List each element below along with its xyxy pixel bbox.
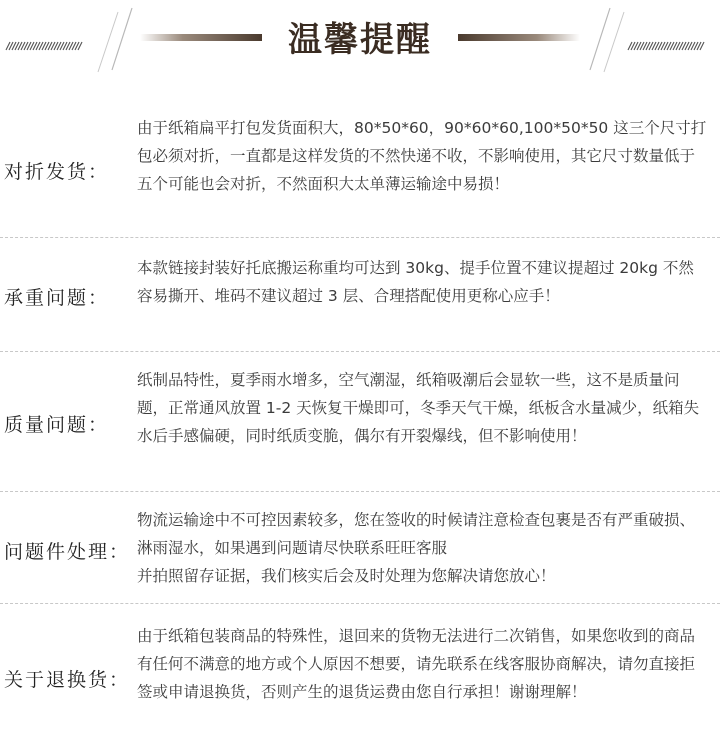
section-fold-shipping: [0, 108, 720, 236]
bottom-crop: [0, 702, 720, 731]
section-label: 承重问题：: [4, 287, 110, 309]
section-label: 问题件处理：: [4, 541, 131, 563]
right-hatch: [628, 42, 704, 50]
section-text: [137, 506, 707, 590]
section-quality: [0, 352, 720, 490]
section-text: 由于纸箱包装商品的特殊性，退回来的货物无法进行二次销售，如果您收到的商品有任何不满意的地方或个人原因不想要，请先联系在线客服协商解决，请勿直接拒签或申请退换货，否则产生的退货运费由您自行承担！谢谢理解！: [137, 627, 696, 701]
section-label: 质量问题：: [4, 414, 110, 436]
section-text: 由于纸箱扁平打包发货面积大，80*50*60，90*60*60,100*50*50 这三个尺寸打包必须对折，一直都是这样发货的不然快递不收，不影响使用，其它尺寸数量低于五个可能也会对折，不然面积大太单薄运输途中易损！: [137, 119, 707, 193]
section-load-bearing: [0, 238, 720, 350]
section-text-main: 物流运输途中不可控因素较多，您在签收的时候请注意检查包裹是否有严重破损、淋雨湿水，如果遇到问题请尽快联系旺旺客服: [137, 511, 696, 557]
left-hatch: [6, 42, 82, 50]
section-problem-parcels: [0, 492, 720, 602]
section-text-extra: 并拍照留存证据，我们核实后会及时处理为您解决请您放心！: [137, 567, 556, 585]
right-gradient-bar: [458, 34, 580, 41]
section-label: 关于退换货：: [4, 669, 131, 691]
section-label: 对折发货：: [4, 161, 110, 183]
section-text: 纸制品特性，夏季雨水增多，空气潮湿，纸箱吸潮后会显软一些，这不是质量问题，正常通风放置 1-2 天恢复干燥即可，冬季天气干燥，纸板含水量减少，纸箱失水后手感偏硬，同时纸质变脆，偶尔有开裂爆线，但不影响使用！: [137, 371, 700, 445]
left-gradient-bar: [140, 34, 262, 41]
header-banner: [0, 0, 720, 80]
page-title: 温馨提醒: [288, 20, 432, 60]
section-text: 本款链接封装好托底搬运称重均可达到 30kg、提手位置不建议提超过 20kg 不然容易撕开、堆码不建议超过 3 层、合理搭配使用更称心应手！: [137, 259, 694, 305]
